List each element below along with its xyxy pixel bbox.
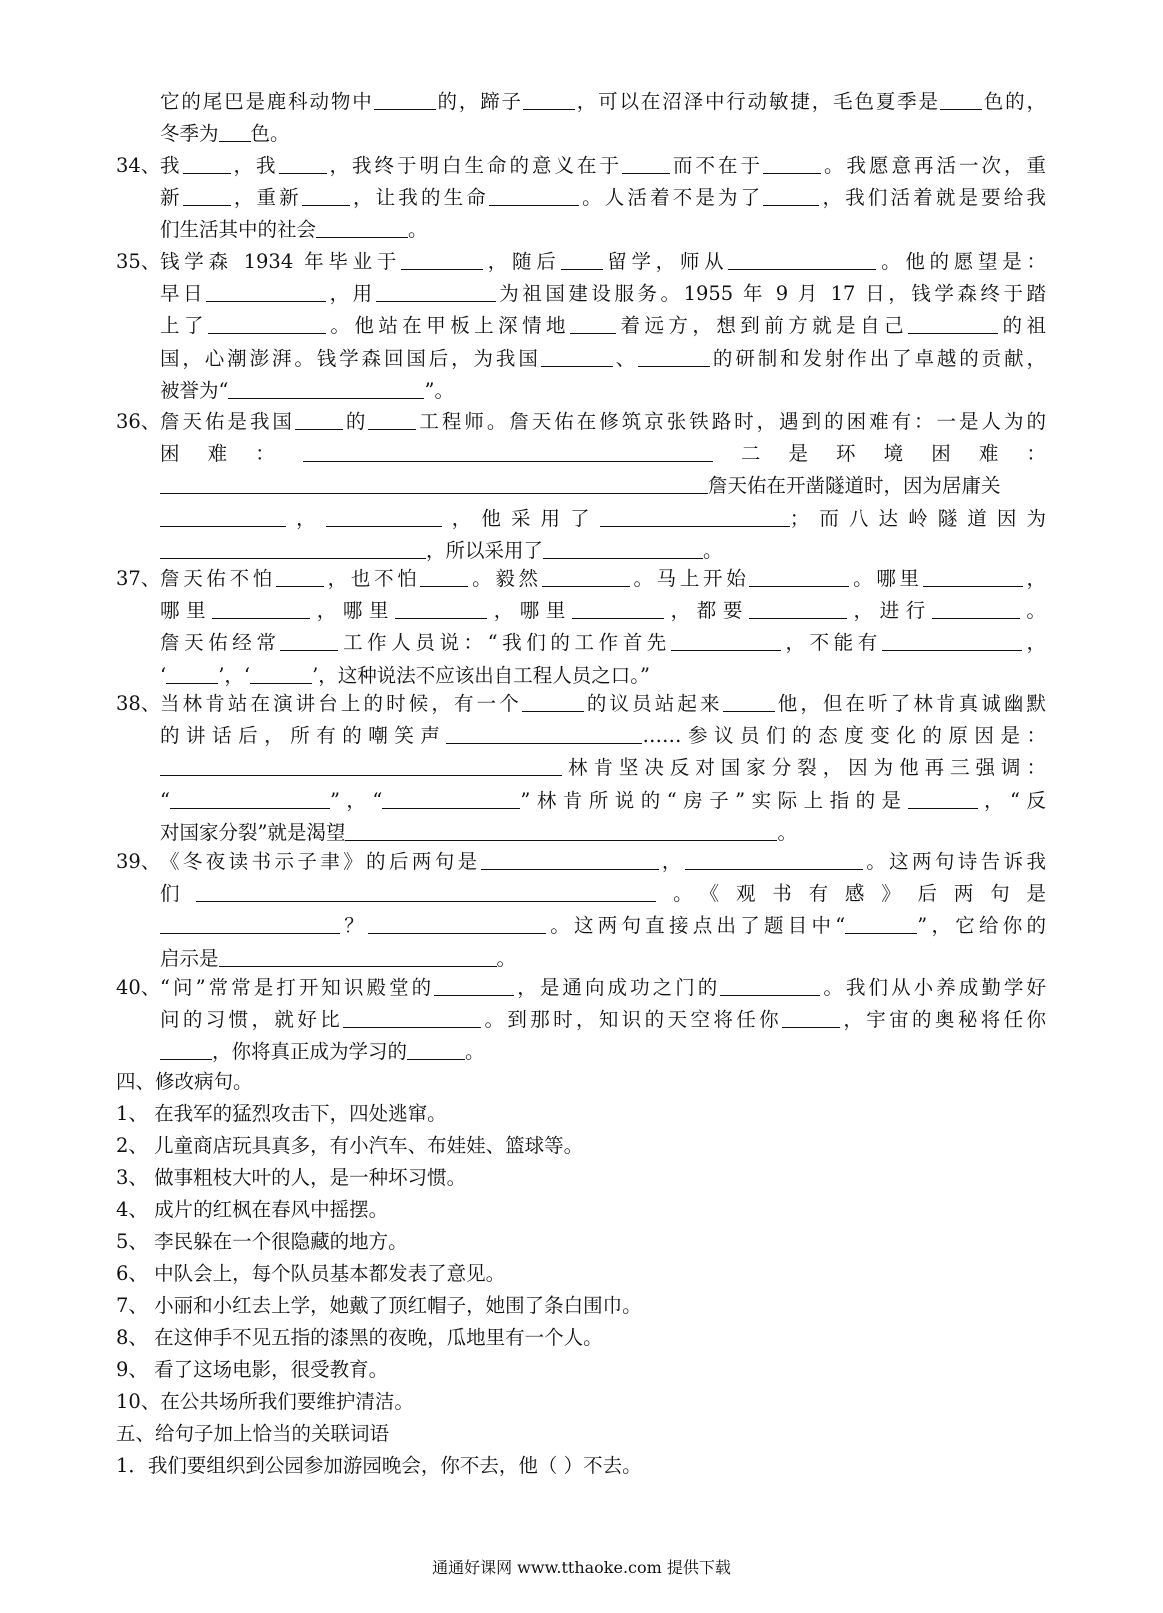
text-run: 上了 — [160, 314, 208, 338]
answer-blank[interactable] — [183, 153, 231, 174]
text-run: 色的， — [981, 90, 1046, 113]
text-run: 的研制和发射作出了卓越的贡献， — [710, 346, 1046, 370]
text-run: 工作人员说：“我们的工作首先 — [338, 631, 671, 655]
text-run: 因 — [996, 506, 1027, 530]
text-run: ，所以采用了 — [426, 538, 544, 562]
text-run: 为 — [1026, 506, 1046, 530]
text-run: ，都要 — [664, 599, 749, 623]
question-body — [160, 972, 1046, 1069]
text-run: 》 — [881, 882, 918, 906]
answer-blank[interactable] — [446, 723, 642, 744]
answer-blank[interactable] — [720, 975, 820, 996]
answer-blank[interactable] — [845, 913, 917, 934]
text-run: ，我 — [230, 154, 279, 177]
text-run: 。 — [703, 538, 723, 562]
text-run: 。哪里 — [849, 567, 923, 590]
text-run: 启示是 — [160, 946, 219, 970]
question-number: 39、 — [116, 850, 161, 873]
sentence-item: 2、 儿童商店玩具真多，有小汽车、布娃娃、篮球等。 — [116, 1134, 584, 1157]
text-run: ，也不怕 — [323, 567, 421, 590]
answer-blank[interactable] — [763, 185, 819, 206]
text-line — [160, 470, 1046, 502]
text-run: ： — [1026, 442, 1046, 466]
answer-blank[interactable] — [166, 663, 218, 684]
text-run: 困 — [160, 442, 208, 466]
answer-blank[interactable] — [401, 249, 483, 270]
text-run: 新 — [160, 186, 183, 210]
text-run: 。这两句诗告诉我 — [862, 850, 1046, 873]
answer-blank[interactable] — [420, 566, 468, 587]
answer-blank[interactable] — [183, 185, 231, 206]
answer-blank[interactable] — [723, 691, 775, 712]
answer-blank[interactable] — [638, 346, 710, 367]
sentence-item: 4、 成片的红枫在春风中摇摆。 — [116, 1198, 389, 1221]
text-run: 哪里 — [160, 599, 213, 623]
text-run: 观 — [735, 882, 773, 906]
answer-blank[interactable] — [763, 153, 821, 174]
text-run: ，不能有 — [780, 631, 882, 655]
text-line — [160, 688, 1046, 720]
answer-blank[interactable] — [160, 538, 426, 559]
text-run: 是 — [1026, 882, 1046, 906]
text-run: ，用 — [326, 282, 376, 306]
answer-blank[interactable] — [749, 566, 849, 587]
answer-blank[interactable] — [572, 598, 664, 619]
text-run: ，可以在沼泽中行动敏捷，毛色夏季是 — [574, 90, 940, 113]
text-run: 难 — [978, 442, 1027, 466]
text-line — [160, 846, 1046, 878]
answer-blank[interactable] — [219, 121, 251, 142]
text-run: 采 — [510, 506, 541, 530]
text-run: 达 — [878, 506, 909, 530]
text-run: ，我们活着就是要给我 — [819, 186, 1046, 210]
text-line — [160, 943, 1046, 975]
answer-blank[interactable] — [481, 849, 659, 870]
text-run: ，重新 — [230, 186, 302, 210]
answer-blank[interactable] — [368, 913, 546, 934]
text-run: ，你将真正成为学习的 — [212, 1040, 408, 1064]
text-run: ，哪里 — [487, 599, 573, 623]
text-run: ， — [1021, 631, 1046, 655]
text-run: ……参议员们的态度变化的原因是： — [642, 724, 1046, 748]
answer-blank[interactable] — [489, 185, 579, 206]
text-run: 。 — [496, 946, 517, 970]
text-line — [160, 118, 1046, 150]
question-number: 40、 — [116, 976, 161, 999]
text-run: ，宇宙的奥秘将任你 — [840, 1008, 1046, 1032]
text-run: 而 — [809, 506, 849, 530]
text-run: 工程师。詹天佑在修筑京张铁路时，遇到的困难有：一是人为的 — [416, 410, 1046, 433]
text-run: 被誉为“ — [160, 378, 229, 402]
text-run: 道 — [967, 506, 997, 530]
sentence-item: 1．我们要组织到公园参加游园晚会，你不去，他（ ）不去。 — [116, 1454, 642, 1477]
answer-blank[interactable] — [208, 313, 326, 334]
answer-blank[interactable] — [523, 89, 575, 110]
text-line — [160, 86, 1046, 118]
text-run: 八 — [848, 506, 879, 530]
text-run: 林肯坚决反对国家分裂，因为他再三强调： — [562, 756, 1046, 780]
text-run: ， — [286, 506, 326, 530]
text-line — [160, 627, 1046, 659]
text-line — [160, 595, 1046, 627]
text-run: ， — [658, 850, 685, 873]
text-run: 对国家分裂”就是渴望 — [160, 820, 346, 844]
text-run: 。他的愿望是： — [876, 250, 1046, 273]
text-line — [160, 1036, 1046, 1068]
question-body — [160, 563, 1046, 692]
text-run: “ — [160, 788, 170, 812]
question-body — [160, 846, 1046, 975]
text-run: 。 — [777, 820, 797, 844]
text-run: 二 — [712, 442, 789, 466]
text-line — [160, 246, 1046, 278]
answer-blank[interactable] — [382, 788, 520, 809]
text-run: 境 — [883, 442, 932, 466]
question-number: 38、 — [116, 692, 161, 715]
answer-blank[interactable] — [542, 566, 630, 587]
answer-blank[interactable] — [600, 506, 790, 527]
answer-blank[interactable] — [522, 691, 584, 712]
section-5-title: 五、给句子加上恰当的关联词语 — [116, 1422, 390, 1445]
answer-blank[interactable] — [940, 89, 982, 110]
text-run: 们 — [160, 882, 197, 906]
text-run: ”林肯所说的“房子”实际上指的是 — [520, 788, 908, 812]
answer-blank[interactable] — [316, 217, 408, 238]
text-line — [160, 310, 1046, 342]
sentence-item: 10、在公共场所我们要维护清洁。 — [116, 1390, 414, 1413]
sentence-item: 5、 李民躲在一个很隐藏的地方。 — [116, 1230, 408, 1253]
text-line — [160, 563, 1046, 595]
text-run: 。他站在甲板上深情地 — [325, 314, 571, 338]
answer-blank[interactable] — [250, 663, 312, 684]
text-run: 詹天佑经常 — [160, 631, 281, 655]
answer-blank[interactable] — [160, 755, 562, 776]
text-run: 。我愿意再活一次，重 — [820, 154, 1046, 177]
text-run: 有 — [808, 882, 845, 906]
sentence-item: 1、 在我军的猛烈攻击下，四处逃窜。 — [116, 1102, 447, 1125]
answer-blank[interactable] — [196, 881, 656, 902]
text-run: ， — [1022, 567, 1046, 590]
answer-blank[interactable] — [376, 281, 496, 302]
text-line — [160, 150, 1046, 182]
text-run: 。到那时，知识的天空将任你 — [481, 1008, 782, 1032]
text-run: 钱学森 1934 年毕业于 — [160, 250, 402, 273]
text-run: ，让我的生命 — [349, 186, 489, 210]
question-number: 34、 — [116, 154, 161, 177]
text-line — [160, 878, 1046, 910]
sentence-item: 6、 中队会上，每个队员基本都发表了意见。 — [116, 1262, 506, 1285]
text-run: 书 — [772, 882, 809, 906]
answer-blank[interactable] — [561, 249, 603, 270]
answer-blank[interactable] — [170, 788, 330, 809]
text-line — [160, 278, 1046, 310]
text-run: 冬季为 — [160, 122, 219, 146]
text-run: 两 — [953, 882, 991, 906]
sentence-item: 9、 看了这场电影，很受教育。 — [116, 1358, 389, 1381]
text-run: 为祖国建设服务。1955 年 9 月 17 日，钱学森终于踏 — [495, 282, 1046, 306]
answer-blank[interactable] — [343, 1007, 481, 1028]
text-run: 。马上开始 — [629, 567, 750, 590]
answer-blank[interactable] — [932, 598, 1020, 619]
answer-blank[interactable] — [395, 598, 487, 619]
text-run: ，是通向成功之门的 — [514, 976, 721, 999]
text-line — [160, 406, 1046, 438]
question-body — [160, 246, 1046, 407]
text-run: ，我终于明白生命的意义在于 — [326, 154, 622, 177]
text-run: 当林肯站在演讲台上的时候，有一个 — [160, 692, 522, 715]
text-run: 了 — [570, 506, 600, 530]
text-run: ； — [789, 506, 810, 530]
text-run: 的议员站起来 — [583, 692, 723, 715]
text-line — [160, 752, 1046, 784]
text-run: 早日 — [160, 282, 207, 306]
answer-blank[interactable] — [302, 185, 350, 206]
answer-blank[interactable] — [407, 1039, 465, 1060]
question-body — [160, 406, 1046, 567]
answer-blank[interactable] — [228, 378, 424, 399]
text-line — [160, 343, 1046, 375]
text-run: ， — [441, 506, 482, 530]
text-run: 隧 — [937, 506, 968, 530]
text-run: 感 — [844, 882, 882, 906]
answer-blank[interactable] — [160, 506, 286, 527]
text-run: 而不在于 — [669, 154, 763, 177]
text-run: 的祖 — [998, 314, 1046, 338]
text-run: 《冬夜读书示子聿》的后两句是 — [160, 850, 481, 873]
text-run: 后 — [917, 882, 954, 906]
answer-blank[interactable] — [160, 913, 340, 934]
answer-blank[interactable] — [923, 566, 1023, 587]
answer-blank[interactable] — [345, 820, 777, 841]
answer-blank[interactable] — [908, 313, 998, 334]
answer-blank[interactable] — [374, 89, 436, 110]
answer-blank[interactable] — [908, 788, 978, 809]
answer-blank[interactable] — [782, 1007, 840, 1028]
text-run: ”。 — [424, 378, 454, 402]
text-run: 。毅然 — [468, 567, 542, 590]
text-run: 问的习惯，就好比 — [160, 1008, 344, 1032]
text-run: 是 — [788, 442, 837, 466]
text-line — [160, 503, 1046, 535]
text-line — [160, 438, 1046, 470]
answer-blank[interactable] — [728, 249, 876, 270]
question-body — [160, 86, 1046, 150]
answer-blank[interactable] — [160, 473, 708, 494]
footer-credit: 通通好课网 www.tthaoke.com 提供下载 — [432, 1558, 731, 1577]
text-run: 色。 — [250, 122, 290, 146]
answer-blank[interactable] — [434, 975, 514, 996]
text-run: 难 — [207, 442, 256, 466]
text-run: 的 — [342, 410, 369, 433]
answer-blank[interactable] — [212, 598, 310, 619]
text-run: 着远方，想到前方就是自己 — [616, 314, 909, 338]
text-run: “问”常常是打开知识殿堂的 — [160, 976, 435, 999]
answer-blank[interactable] — [541, 346, 613, 367]
answer-blank[interactable] — [622, 153, 670, 174]
text-run: ，进行 — [846, 599, 932, 623]
answer-blank[interactable] — [295, 409, 343, 430]
text-run: ’，‘ — [218, 663, 251, 687]
answer-blank[interactable] — [160, 1039, 212, 1060]
answer-blank[interactable] — [685, 849, 863, 870]
text-line — [160, 375, 1046, 407]
text-run: ，哪里 — [310, 599, 396, 623]
sentence-item: 7、 小丽和小红去上学，她戴了顶红帽子，她围了条白围巾。 — [116, 1294, 642, 1317]
text-run: ”，它给你的 — [917, 914, 1046, 938]
text-line — [160, 1004, 1046, 1036]
text-run: 詹天佑在开凿隧道时，因为居庸关 — [708, 474, 1001, 498]
section-4-title: 四、修改病句。 — [116, 1070, 253, 1093]
text-run: 的讲话后，所有的嘲笑声 — [160, 724, 447, 748]
text-run: 。《 — [656, 882, 736, 906]
text-run: 留学，师从 — [602, 250, 729, 273]
answer-blank[interactable] — [326, 506, 442, 527]
answer-blank[interactable] — [570, 313, 616, 334]
question-body — [160, 150, 1046, 247]
text-run: 。 — [465, 1040, 485, 1064]
text-run: 詹天佑是我国 — [160, 410, 295, 433]
answer-blank[interactable] — [279, 153, 327, 174]
answer-blank[interactable] — [303, 441, 713, 462]
text-run: 岭 — [908, 506, 938, 530]
answer-blank[interactable] — [368, 409, 416, 430]
text-line — [160, 182, 1046, 214]
text-run: 。 — [408, 218, 428, 242]
text-run: 、 — [612, 346, 639, 370]
text-run: 环 — [836, 442, 884, 466]
text-run: ”，“ — [329, 788, 383, 812]
text-run: ‘ — [160, 663, 167, 687]
text-run: ： — [255, 442, 303, 466]
text-run: 詹天佑不怕 — [160, 567, 276, 590]
text-run: 。人活着不是为了 — [578, 186, 764, 210]
text-run: ？ — [340, 914, 369, 938]
text-line — [160, 972, 1046, 1004]
text-run: 他，但在听了林肯真诚幽默 — [774, 692, 1046, 715]
text-run: ，随后 — [483, 250, 561, 273]
text-run: 他 — [481, 506, 511, 530]
text-run: 。我们从小养成勤学好 — [820, 976, 1046, 999]
answer-blank[interactable] — [749, 598, 847, 619]
text-run: 用 — [540, 506, 571, 530]
answer-blank[interactable] — [882, 630, 1022, 651]
sentence-item: 3、 做事粗枝大叶的人，是一种坏习惯。 — [116, 1166, 467, 1189]
text-run: ’，这种说法不应该出自工程人员之口。” — [312, 663, 651, 687]
text-line — [160, 910, 1046, 942]
text-run: ，“反 — [977, 788, 1046, 812]
text-run: 句 — [990, 882, 1027, 906]
answer-blank[interactable] — [280, 630, 338, 651]
question-number: 37、 — [116, 567, 161, 590]
text-line — [160, 214, 1046, 246]
sentence-item: 8、 在这伸手不见五指的漆黑的夜晚，瓜地里有一个人。 — [116, 1326, 603, 1349]
text-run: 们生活其中的社会 — [160, 218, 317, 242]
text-line — [160, 785, 1046, 817]
text-run: 困 — [931, 442, 979, 466]
answer-blank[interactable] — [206, 281, 326, 302]
answer-blank[interactable] — [219, 946, 497, 967]
text-line — [160, 817, 1046, 849]
text-line — [160, 660, 1046, 692]
text-run: 我 — [160, 154, 183, 177]
text-run: 。 — [1019, 599, 1046, 623]
text-run: 的，蹄子 — [435, 90, 523, 113]
text-line — [160, 720, 1046, 752]
text-run: 。这两句直接点出了题目中“ — [546, 914, 846, 938]
answer-blank[interactable] — [276, 566, 324, 587]
text-run: 国，心潮澎湃。钱学森回国后，为我国 — [160, 346, 541, 370]
answer-blank[interactable] — [543, 538, 703, 559]
answer-blank[interactable] — [671, 630, 781, 651]
question-number: 35、 — [116, 250, 161, 273]
question-body — [160, 688, 1046, 849]
text-run: 它的尾巴是鹿科动物中 — [160, 90, 374, 113]
question-number: 36、 — [116, 410, 161, 433]
